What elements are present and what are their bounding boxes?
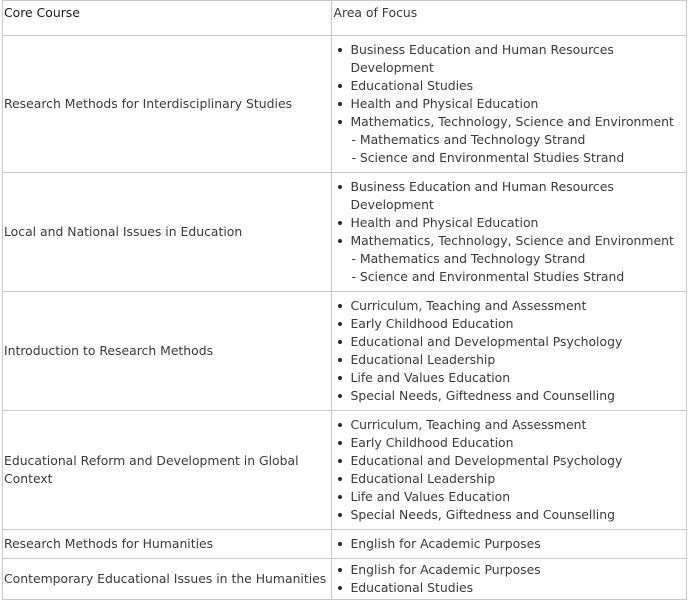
- focus-item: Health and Physical Education: [333, 214, 686, 232]
- focus-sub-item: - Mathematics and Technology Strand: [351, 251, 586, 266]
- table-row: [3, 36, 687, 173]
- table-row: [3, 411, 687, 530]
- focus-sub-item: - Science and Environmental Studies Strand: [351, 150, 625, 165]
- focus-item: Curriculum, Teaching and Assessment: [333, 416, 686, 434]
- focus-list: [333, 535, 686, 553]
- core-course-cell: Local and National Issues in Education: [3, 173, 332, 292]
- focus-list: [333, 178, 686, 286]
- focus-sub-item: - Mathematics and Technology Strand: [351, 132, 586, 147]
- focus-list: [333, 416, 686, 524]
- area-of-focus-cell: [332, 173, 687, 292]
- focus-item: English for Academic Purposes: [333, 561, 686, 579]
- focus-list: [333, 297, 686, 405]
- focus-item: Educational Studies: [333, 579, 686, 597]
- focus-list: [333, 41, 686, 167]
- focus-item: Mathematics, Technology, Science and Environment: [333, 232, 686, 250]
- table-row: [3, 559, 687, 600]
- core-course-cell: Educational Reform and Development in Global Context: [3, 411, 332, 530]
- focus-item: Educational Studies: [333, 77, 686, 95]
- course-table: [2, 0, 687, 600]
- focus-item: Business Education and Human Resources: [333, 41, 686, 59]
- focus-item: Educational and Developmental Psychology: [333, 452, 686, 470]
- header-row: [3, 1, 687, 36]
- focus-item: Mathematics, Technology, Science and Environment: [333, 113, 686, 131]
- core-course-cell: Research Methods for Humanities: [3, 530, 332, 559]
- core-course-cell: Contemporary Educational Issues in the Humanities: [3, 559, 332, 600]
- core-course-cell: Introduction to Research Methods: [3, 292, 332, 411]
- focus-item: English for Academic Purposes: [333, 535, 686, 553]
- focus-item: Life and Values Education: [333, 369, 686, 387]
- table-row: [3, 173, 687, 292]
- area-of-focus-cell: [332, 559, 687, 600]
- course-table-body: [3, 1, 687, 600]
- area-of-focus-cell: [332, 36, 687, 173]
- area-of-focus-cell: [332, 411, 687, 530]
- header-area-of-focus: Area of Focus: [332, 1, 687, 36]
- table-row: [3, 292, 687, 411]
- focus-item: Early Childhood Education: [333, 434, 686, 452]
- focus-item: Early Childhood Education: [333, 315, 686, 333]
- area-of-focus-cell: [332, 530, 687, 559]
- focus-item: Business Education and Human Resources: [333, 178, 686, 196]
- focus-item: Development: [350, 197, 434, 212]
- table-row: [3, 530, 687, 559]
- header-core-course: Core Course: [3, 1, 332, 36]
- focus-item: Educational and Developmental Psychology: [333, 333, 686, 351]
- focus-list: [333, 561, 686, 597]
- focus-item: Health and Physical Education: [333, 95, 686, 113]
- focus-item: Development: [350, 60, 434, 75]
- focus-item: Special Needs, Giftedness and Counselling: [333, 387, 686, 405]
- focus-item: Curriculum, Teaching and Assessment: [333, 297, 686, 315]
- focus-item: Educational Leadership: [333, 351, 686, 369]
- focus-item: Special Needs, Giftedness and Counselling: [333, 506, 686, 524]
- focus-item: Life and Values Education: [333, 488, 686, 506]
- focus-item: Educational Leadership: [333, 470, 686, 488]
- focus-sub-item: - Science and Environmental Studies Strand: [351, 269, 625, 284]
- area-of-focus-cell: [332, 292, 687, 411]
- core-course-cell: Research Methods for Interdisciplinary Studies: [3, 36, 332, 173]
